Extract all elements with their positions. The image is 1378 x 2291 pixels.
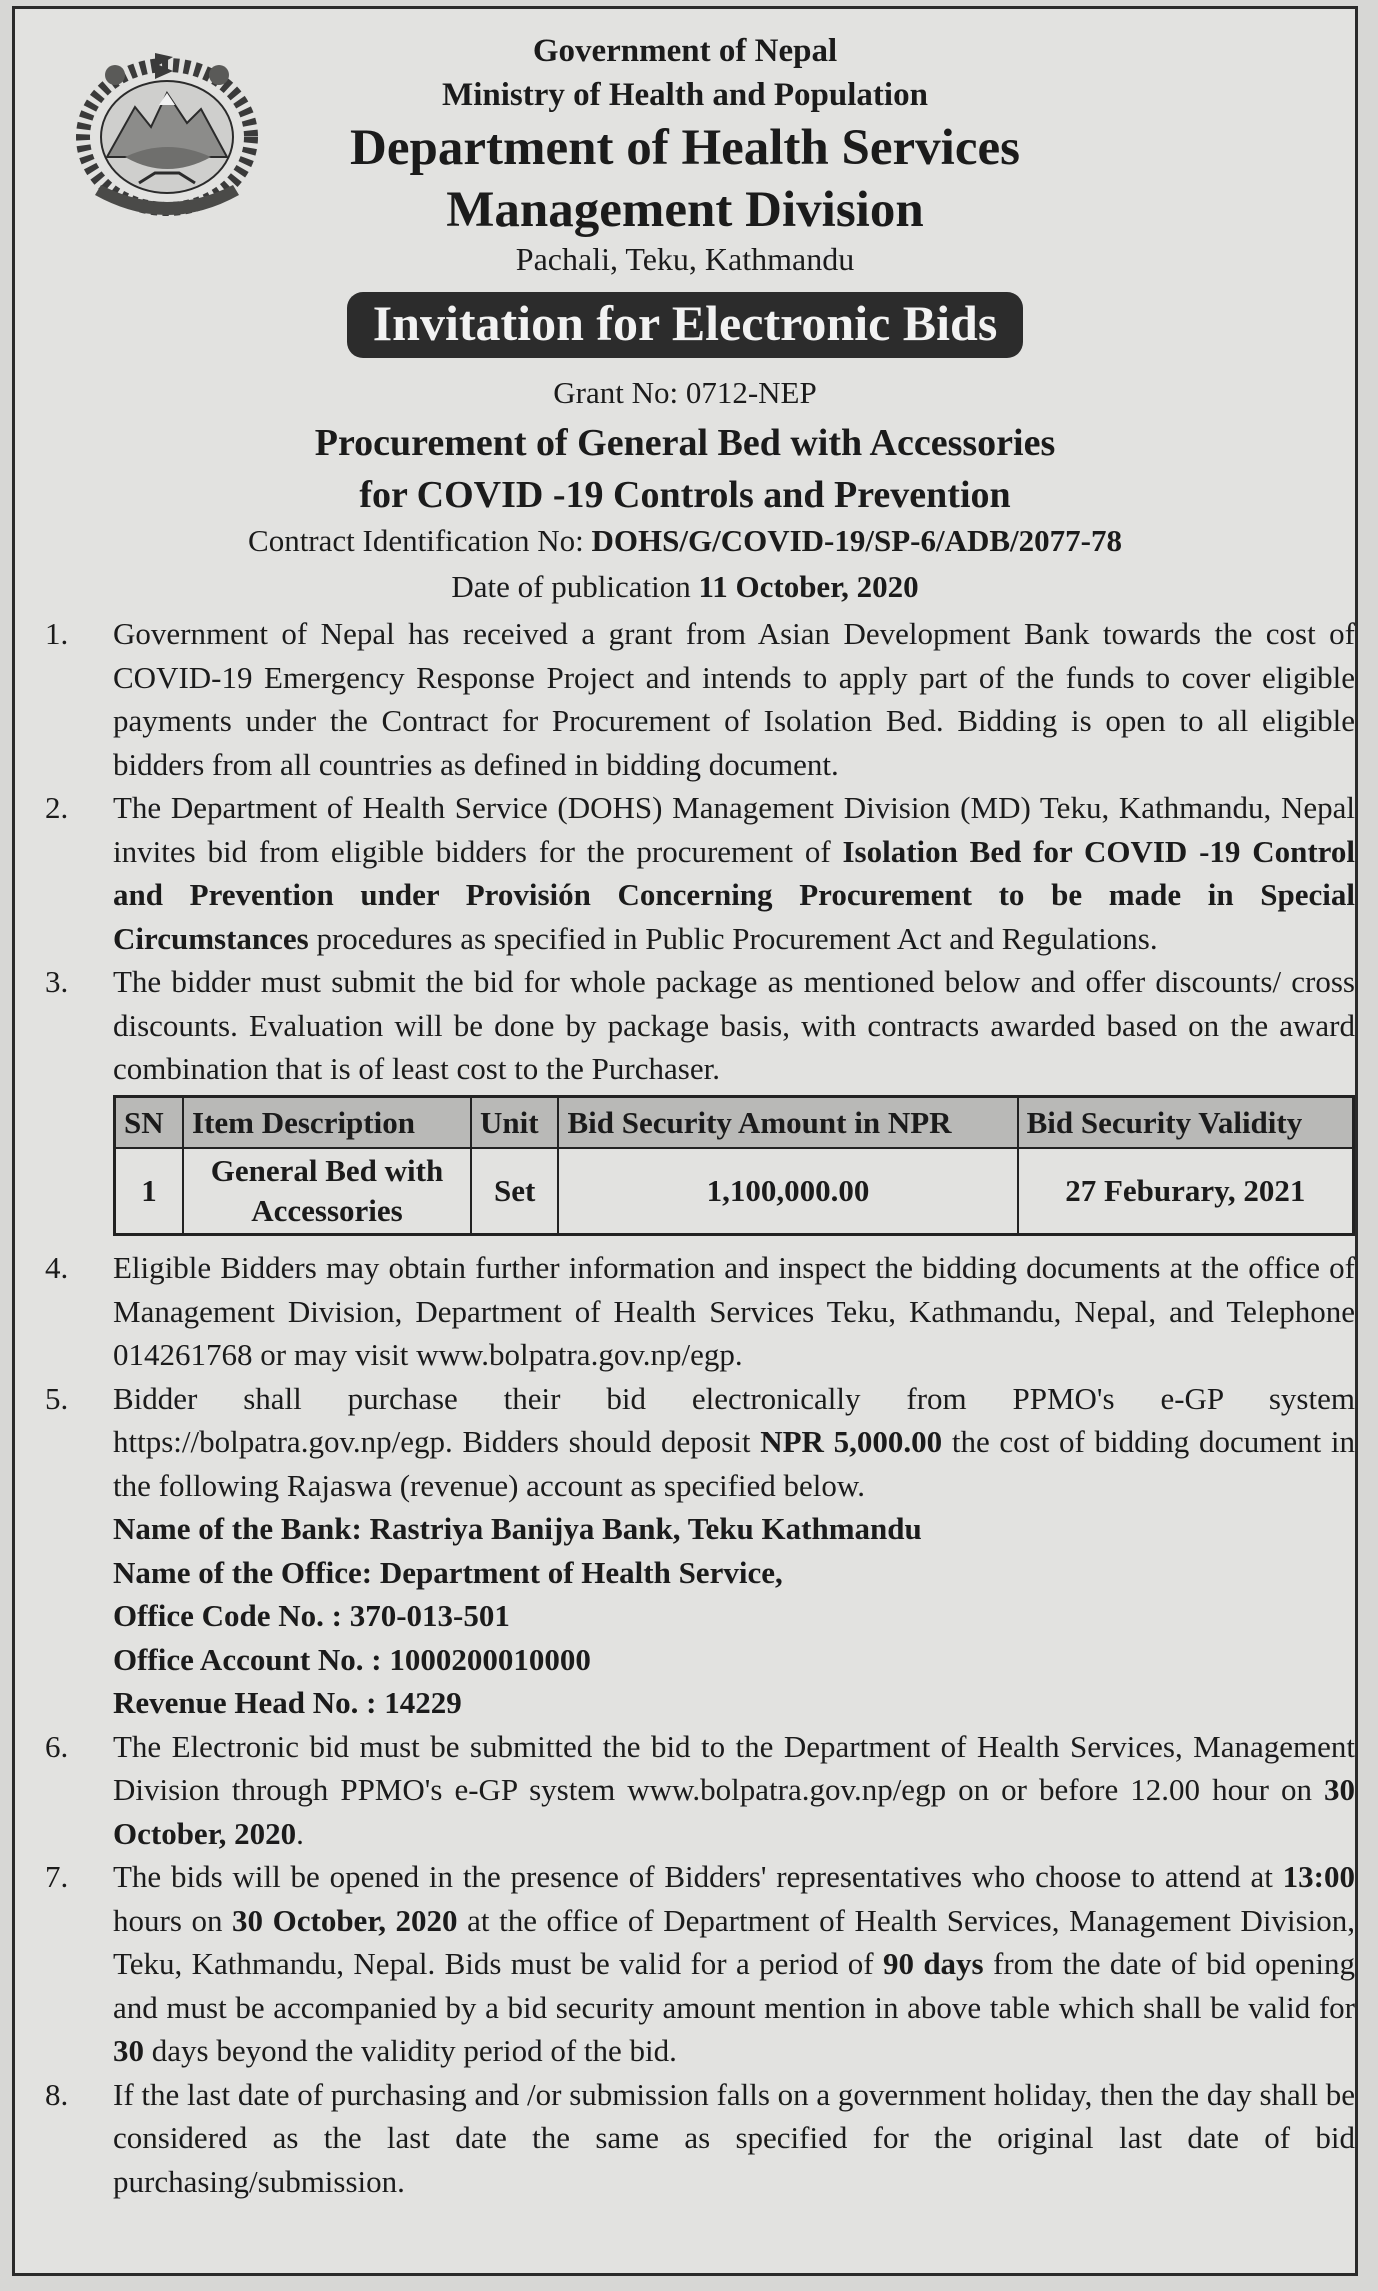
list-item: 4. Eligible Bidders may obtain further information and inspect the bidding documents at the office of Management Division, Department of Health Services Teku, Kathmandu, Nepal, and Telephone 014261768 or may visit www.bolpatra.gov.np/egp. [45, 1250, 1355, 1372]
procurement-title-line1: Procurement of General Bed with Accessories [314, 422, 1056, 464]
bank-account-details [113, 1507, 1355, 1725]
list-item: 5. Bidder shall purchase their bid electronically from PPMO's e-GP system https://bolpatra.gov.np/egp. Bidders should deposit NPR 5,000.00 the cost of bidding document in the following Rajaswa (revenue) account as specified below. Name of the Bank: Rastriya Banijya Bank, Teku Kathmandu Name of the Office: Department of Health Service, Office Code No. : 370-013-501 Office Account No. : 1000200010000 Revenue Head No. : 14229 [45, 1377, 1355, 1725]
list-item: 3. The bidder must submit the bid for whole package as mentioned below and offer discounts/ cross discounts. Evaluation will be done by package basis, with contracts awarded based on the award combination that is of least cost to the Purchaser. SN Item Description Unit Bid Security Amount in NPR Bid Security Validity 1 General Bed with Accessories Set 1,100,000.00 27 Feburary, 2021 [45, 960, 1355, 1236]
cell-sn: 1 [115, 1148, 184, 1235]
govt-name: Government of Nepal [532, 33, 838, 69]
ministry-name: Ministry of Health and Population [442, 77, 928, 113]
col-bid-security-amount: Bid Security Amount in NPR [558, 1096, 1017, 1148]
cell-unit: Set [471, 1148, 558, 1235]
cell-bid-security-validity: 27 Feburary, 2021 [1018, 1148, 1354, 1235]
table-header-row [115, 1096, 1354, 1148]
bid-security-table [113, 1095, 1355, 1237]
grant-number: Grant No: 0712-NEP [553, 375, 817, 410]
list-item: 7. The bids will be opened in the presence of Bidders' representatives who choose to attend at 13:00 hours on 30 October, 2020 at the office of Department of Health Services, Management Division, Teku, Kathmandu, Nepal. Bids must be valid for a period of 90 days from the date of bid opening and must be accompanied by a bid security amount mention in above table which shall be valid for 30 days beyond the validity period of the bid. [45, 1859, 1356, 2068]
procurement-title-line2: for COVID -19 Controls and Prevention [359, 474, 1011, 516]
col-bid-security-validity: Bid Security Validity [1018, 1096, 1354, 1148]
bank-name: Name of the Bank: Rastriya Banijya Bank, Teku Kathmandu [113, 1511, 922, 1546]
office-code: Office Code No. : 370-013-501 [113, 1598, 510, 1633]
office-account-number: Office Account No. : 1000200010000 [113, 1641, 591, 1677]
cell-bid-security-amount: 1,100,000.00 [558, 1148, 1017, 1235]
list-item: 1. Government of Nepal has received a grant from Asian Development Bank towards the cost of COVID-19 Emergency Response Project and intends to apply part of the funds to cover eligible payments under the Contract for Procurement of Isolation Bed. Bidding is open to all eligible bidders from all countries as defined in bidding document. [45, 616, 1355, 782]
list-item: 6. The Electronic bid must be submitted the bid to the Department of Health Services, Management Division through PPMO's e-GP system www.bolpatra.gov.np/egp on or before 12.00 hour on 30 October, 2020. [45, 1728, 1355, 1851]
office-name: Name of the Office: Department of Health Service, [113, 1554, 783, 1590]
notice-banner: Invitation for Electronic Bids [347, 292, 1024, 358]
notice-page [12, 6, 1358, 2276]
list-item: 8. If the last date of purchasing and /or submission falls on a government holiday, then the day shall be considered as the last date the same as specified for the original last date of bid purchasing/submission. [45, 2076, 1355, 2199]
notice-items [45, 612, 1355, 2203]
revenue-head-number: Revenue Head No. : 14229 [113, 1685, 462, 1720]
list-item: 2. The Department of Health Service (DOHS) Management Division (MD) Teku, Kathmandu, Nepal invites bid from eligible bidders for the procurement of Isolation Bed for COVID -19 Control and Prevention under Provisión Concerning Procurement to be made in Special Circumstances procedures as specified in Public Procurement Act and Regulations. [45, 790, 1355, 956]
col-unit: Unit [471, 1096, 558, 1148]
address: Pachali, Teku, Kathmandu [515, 241, 855, 277]
publication-date: Date of publication 11 October, 2020 [451, 569, 919, 604]
division-name: Management Division [446, 182, 924, 238]
col-sn: SN [115, 1096, 184, 1148]
col-item-description: Item Description [183, 1096, 471, 1148]
cell-item-description: General Bed with Accessories [183, 1148, 471, 1235]
table-row [115, 1148, 1354, 1235]
contract-id: Contract Identification No: DOHS/G/COVID-19/SP-6/ADB/2077-78 [248, 523, 1122, 558]
department-name: Department of Health Services [350, 120, 1020, 176]
